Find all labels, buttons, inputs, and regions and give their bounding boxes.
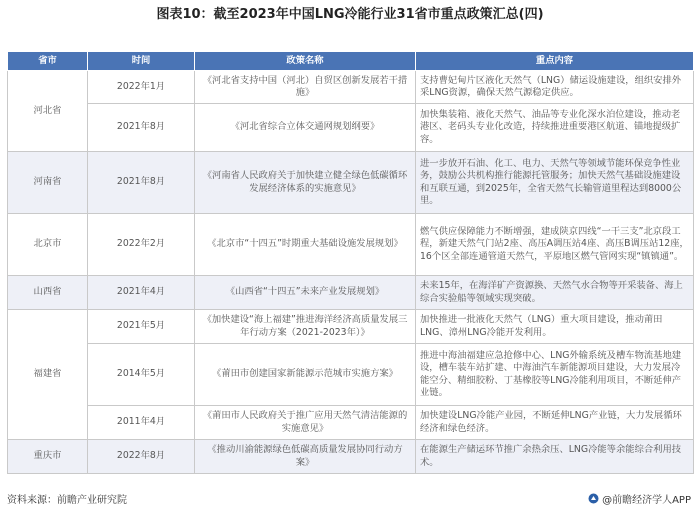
table-row xyxy=(8,440,694,474)
province-cell: 山西省 xyxy=(8,276,88,310)
province-cell: 北京市 xyxy=(8,214,88,276)
content-cell: 进一步放开石油、化工、电力、天然气等领域节能环保竞争性业务，鼓励公共机构推行能源托管服务；加快天然气基础设施建设和互联互通，到2025年，全省天然气长输管道里程达到8000公里。 xyxy=(416,152,694,214)
header-province: 省市 xyxy=(8,52,88,71)
table-row xyxy=(8,406,694,440)
table-row xyxy=(8,310,694,344)
content-cell: 加快建设LNG冷能产业园，不断延伸LNG产业链，大力发展循环经济和绿色经济。 xyxy=(416,406,694,440)
policy-cell: 《河南省人民政府关于加快建立健全绿色低碳循环发展经济体系的实施意见》 xyxy=(195,152,416,214)
policy-cell: 《河北省综合立体交通网规划纲要》 xyxy=(195,104,416,152)
time-cell: 2011年4月 xyxy=(88,406,195,440)
content-cell: 燃气供应保障能力不断增强，建成陕京四线“一干三支”北京段工程，新建天然气门站2座、高压A调压站4座、高压B调压站12座，16个区全部连通管道天然气，平原地区燃气管网实现“镇镇通”。 xyxy=(416,214,694,276)
province-cell: 河南省 xyxy=(8,152,88,214)
content-cell: 加快推进一批液化天然气（LNG）重大项目建设，推动莆田LNG、漳州LNG冷能开发利用。 xyxy=(416,310,694,344)
content-cell: 未来15年，在海洋矿产资源换、天然气水合物等开采装备、海上综合实验船等领域实现突破。 xyxy=(416,276,694,310)
policy-cell: 《加快建设“海上福建”推进海洋经济高质量发展三年行动方案（2021-2023年）》 xyxy=(195,310,416,344)
content-cell: 推进中海油福建应急抢修中心、LNG外输系统及槽车物流基地建设，槽车装车站扩建、中海油汽车新能源项目建设，大力发展冷能空分、精细胶粉、丁基橡胶等LNG冷能利用项目，不断延伸产业链。 xyxy=(416,344,694,406)
brand-credit xyxy=(588,491,691,506)
policy-table xyxy=(7,51,694,474)
policy-cell: 《山西省“十四五”未来产业发展规划》 xyxy=(195,276,416,310)
content-cell: 支持曹妃甸片区液化天然气（LNG）储运设施建设，组织安排外采LNG资源，确保天然气源稳定供应。 xyxy=(416,71,694,104)
source-note: 资料来源：前瞻产业研究院 xyxy=(7,495,127,506)
table-row xyxy=(8,152,694,214)
time-cell: 2022年8月 xyxy=(88,440,195,474)
province-cell: 福建省 xyxy=(8,310,88,440)
table-row xyxy=(8,344,694,406)
table-row xyxy=(8,104,694,152)
time-cell: 2021年4月 xyxy=(88,276,195,310)
province-cell: 河北省 xyxy=(8,71,88,152)
time-cell: 2014年5月 xyxy=(88,344,195,406)
time-cell: 2022年1月 xyxy=(88,71,195,104)
province-cell: 重庆市 xyxy=(8,440,88,474)
policy-cell: 《莆田市创建国家新能源示范城市实施方案》 xyxy=(195,344,416,406)
time-cell: 2021年8月 xyxy=(88,104,195,152)
header-time: 时间 xyxy=(88,52,195,71)
time-cell: 2022年2月 xyxy=(88,214,195,276)
time-cell: 2021年5月 xyxy=(88,310,195,344)
brand-logo-icon xyxy=(588,493,599,504)
policy-cell: 《推动川渝能源绿色低碳高质量发展协同行动方案》 xyxy=(195,440,416,474)
policy-table-container xyxy=(7,51,693,474)
policy-cell: 《北京市“十四五”时期重大基础设施发展规划》 xyxy=(195,214,416,276)
header-policy: 政策名称 xyxy=(195,52,416,71)
header-content: 重点内容 xyxy=(416,52,694,71)
policy-cell: 《莆田市人民政府关于推广应用天然气清洁能源的实施意见》 xyxy=(195,406,416,440)
time-cell: 2021年8月 xyxy=(88,152,195,214)
content-cell: 在能源生产储运环节推广余热余压、LNG冷能等余能综合利用技术。 xyxy=(416,440,694,474)
policy-cell: 《河北省支持中国（河北）自贸区创新发展若干措施》 xyxy=(195,71,416,104)
page-title: 图表10：截至2023年中国LNG冷能行业31省市重点政策汇总(四) xyxy=(156,7,544,22)
table-row xyxy=(8,276,694,310)
table-row xyxy=(8,71,694,104)
content-cell: 加快集装箱、液化天然气、油品等专业化深水泊位建设，推动老港区、老码头专业化改造，持续推进重要港区航道、锚地提级扩容。 xyxy=(416,104,694,152)
brand-label: @前瞻经济学人APP xyxy=(602,495,691,506)
table-row xyxy=(8,214,694,276)
table-header-row xyxy=(8,52,694,71)
